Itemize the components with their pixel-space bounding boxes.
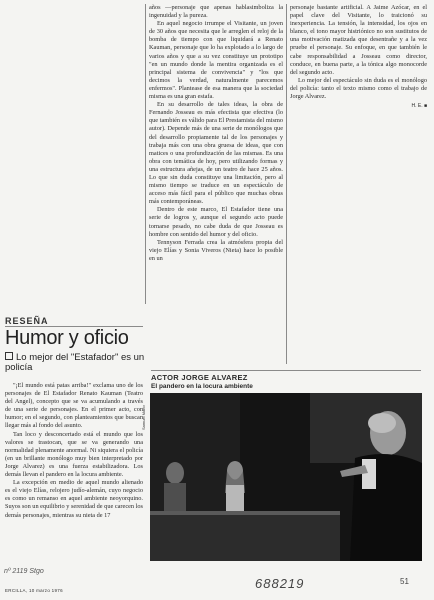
column-rule-middle-top [145,4,146,304]
stage-photo [150,393,422,561]
paragraph: Tennyson Ferrada crea la atmósfera propia del viejo Elías y Sonia Viveros (Nieta) hace lo posible en un [149,238,283,262]
paragraph: En aquel negocio irrumpe el Visitante, un joven de 30 años que necesita que le arreglen el reloj de la bomba de tiempo con que liquidará a Renato Kauman, personaje que lo ha explotado a lo largo de varios años y que a su vez constituye un prototipo "en un mundo donde la mentira organizada es el principal sistema de convivencia" y "los que decimos la verdad, naturalmente parecemos enfermos". Plantease de esa manera que la sociedad misma es una gran estafa. [149,20,283,101]
handwritten-source-note: nº 2119 Stgo [4,568,44,575]
article-column-left [5,382,143,520]
subhead-text: Lo mejor del "Estafador" es un policía [5,352,145,373]
stage-photo-image [150,393,422,561]
photo-credit: Samuel Mario [141,405,146,430]
page-number: 51 [400,577,409,586]
photo-rule [151,370,421,371]
paragraph: años —personaje que apenas hablasimboliza la ingenuidad y la pureza. [149,4,283,20]
paragraph: Lo mejor del espectáculo sin duda es el monólogo del policía: tanto el texto mismo como el trabajo de Jorge Alvarez. [290,76,427,101]
checkbox-glyph-icon [5,352,13,360]
paragraph: Tan loco y desconcertado está el mundo que los valores se trastocan, que se va generando una normalidad plenamente anormal. Ni siquiera el policía (en un brillante monólogo muy bien interpretado por Jorge Alvarez) es una fuerza estabilizadora. Los demás llevan el pandero en la locura ambiente. [5,430,143,479]
paragraph: En su desarrollo de tales ideas, la obra de Fernando Josseau es más efectista que efectiva (lo que también es válido para El Prestamista del mismo autor). Depende más de una serie de monólogos que del desarrollo propiamente tal de los personajes y trabaja más con una obra gruesa de ideas, que con matices o una profundización de las mismas. Es una obra con temática de hoy, pero utilizando formas y una estructura añejas, de un teatro de hace 25 años. Lo que sin duda constituye una limitación, pero al mismo tiempo se traduce en un espectáculo de acceso más fácil para el público que muchas obras más contemporáneas. [149,101,283,206]
article-headline: Humor y oficio [5,327,129,349]
column-rule-right [286,4,287,364]
paragraph: Dentro de este marco, El Estafador tiene una serie de logros y, aunque el segundo acto puede tornarse pesado, no cabe duda de que Josseau es hombre con sentido del humor y del oficio. [149,206,283,238]
publication-date: ERCILLA, 10 marzo 1976 [5,588,63,593]
paragraph: La excepción en medio de aquel mundo alienado es el viejo Elías, relojero judío-alemán, cuyo negocio es como un remanso en aquel ambiente neoyorquino. Suyos son un equilibrio y serenidad de que carecen los demás personajes, mientras su nieta de 17 [5,479,143,519]
photo-caption [151,373,421,390]
author-signature: H. E. ■ [411,103,427,110]
section-label: RESEÑA [5,316,49,326]
article-column-right [290,4,427,110]
archive-number: 688219 [255,576,305,591]
photo-caption-title: ACTOR JORGE ALVAREZ [151,373,248,382]
paragraph: "¡El mundo está patas arriba!" exclama uno de los personajes de El Estafador Renato Kauman (Teatro del Angel), concepto que se va acumulando a través de una serie de personajes. En el primer acto, con humor; en el segundo, con planteamientos que buscan llegar más al fondo del asunto. [5,382,143,430]
photo-caption-subtitle: El pandero en la locura ambiente [151,383,253,390]
article-subhead [5,352,145,373]
paragraph: personaje bastante artificial. A Jaime Azócar, en el papel clave del Visitante, lo traicionó su inexperiencia. La tensión, la intensidad, los ojos en blanco, el tono mayor histriónico no son sustitutos de una motivación matizada que desentrañe y a la vez pruebe el personaje. Su enfoque, en que también le cabe responsabilidad a Josseau como director, conduce, en buena parte, a la tónica algo monocorde del segundo acto. [290,4,427,76]
article-column-middle [149,4,283,263]
